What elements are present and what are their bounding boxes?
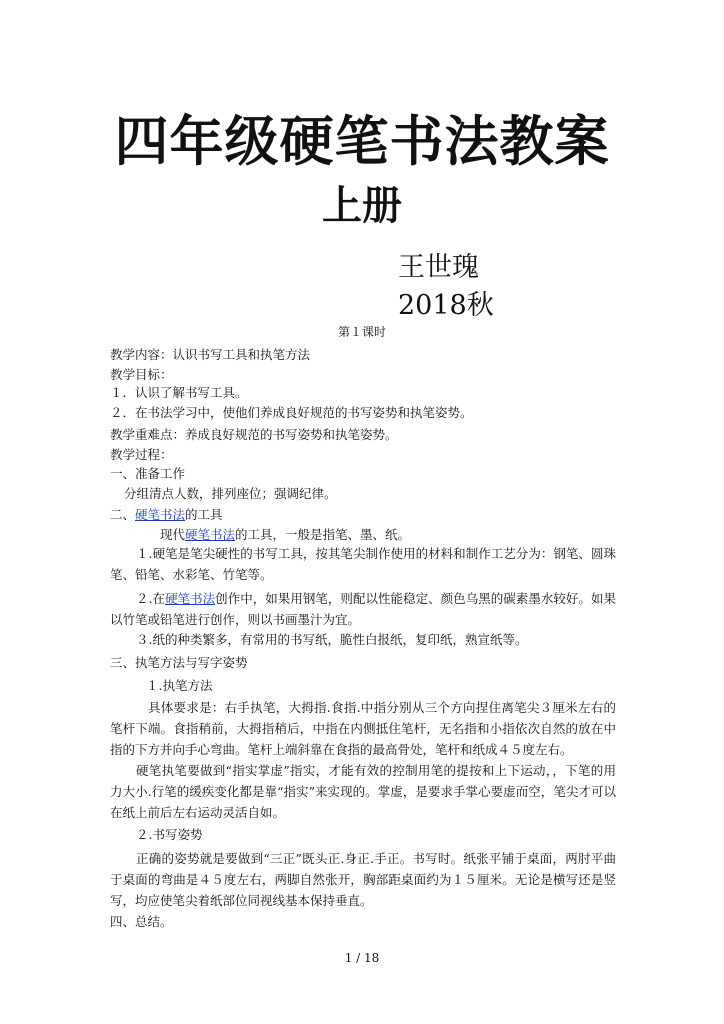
goals-heading: 教学目标： [110,367,173,382]
grip-paragraph: 具体要求是：右手执笔，大拇指.食指.中指分别从三个方向捏住离笔尖３厘米左右的笔杆下端。食指稍前，大拇指稍后，中指在内侧抵住笔杆，无名指和小指依次自然的放在中指的下方并向手心弯曲。笔杆上端斜靠在食指的最高骨处，笔杆和纸成４５度左右。 [110,700,616,757]
pen-paragraph: １.硬笔是笔尖硬性的书写工具，按其笔尖制作使用的材料和制作工艺分为：钢笔、圆珠笔、铅笔、水彩笔、竹笔等。 [110,546,616,582]
goal-item-2: ２．在书法学习中，使他们养成良好规范的书写姿势和执笔姿势。 [110,405,473,420]
goal-item-1: １．认识了解书写工具。 [110,385,248,400]
ink-prefix: ２.在 [136,591,166,606]
key-points: 教学重难点：养成良好规范的书写姿势和执笔姿势。 [110,427,398,442]
calligraphy-link[interactable]: 硬笔书法 [135,507,186,522]
grip-paragraph-2: 硬笔执笔要做到“指实掌虚”指实，才能有效的控制用笔的提按和上下运动，，下笔的用力大小.行笔的缓疾变化都是靠“指实”来实现的。掌虚，是要求手掌心要虚而空，笔尖才可以在纸上前后左右运动灵活自如。 [110,763,616,820]
lesson-heading: 第１课时 [337,325,386,339]
calligraphy-link[interactable]: 硬笔书法 [185,527,236,542]
term-label: 2018秋 [398,290,494,321]
section-4-heading: 四、总结。 [110,914,173,929]
section-1-body: 分组清点人数，排列座位；强调纪律。 [124,486,337,501]
subsection-posture: ２.书写姿势 [136,827,203,842]
teaching-content: 教学内容：认识书写工具和执笔方法 [110,347,311,362]
ink-paragraph [110,588,616,630]
section-3-heading: 三、执笔方法与写字姿势 [110,655,248,670]
posture-paragraph: 正确的姿势就是要做到“三正”既头正.身正.手正。书写时。纸张平铺于桌面，两肘平曲于桌面的弯曲是４５度左右，两脚自然张开，胸部距桌面约为１５厘米。无论是横写还是竖写，均应使笔尖着纸部位同视线基本保持垂直。 [110,851,616,908]
section-2-prefix: 二、 [110,507,136,522]
process-heading: 教学过程： [110,447,173,462]
section-2-suffix: 的工具 [185,507,223,522]
page-number: 1 / 18 [344,951,380,965]
author-name: 王世瑰 [398,252,479,283]
tools-intro-prefix: 现代 [160,527,186,542]
tools-intro-suffix: 的工具，一般是指笔、墨、纸。 [235,527,411,542]
section-2-heading [110,506,223,524]
subsection-pen-grip: １.执笔方法 [146,678,213,693]
document-title: 四年级硬笔书法教案 [114,110,610,173]
paper-paragraph: ３.纸的种类繁多，有常用的书写纸，脆性白报纸，复印纸，熟宣纸等。 [136,632,528,647]
ink-suffix: 创作中，如果用钢笔，则配以性能稳定、颜色乌黑的碳素墨水较好。如果以竹笔或铅笔进行创作，则以书画墨汁为宜。 [110,591,616,627]
section-1-heading: 一、准备工作 [110,466,186,481]
tools-intro [160,526,410,544]
document-subtitle: 上册 [322,183,402,229]
calligraphy-link[interactable]: 硬笔书法 [165,591,216,606]
